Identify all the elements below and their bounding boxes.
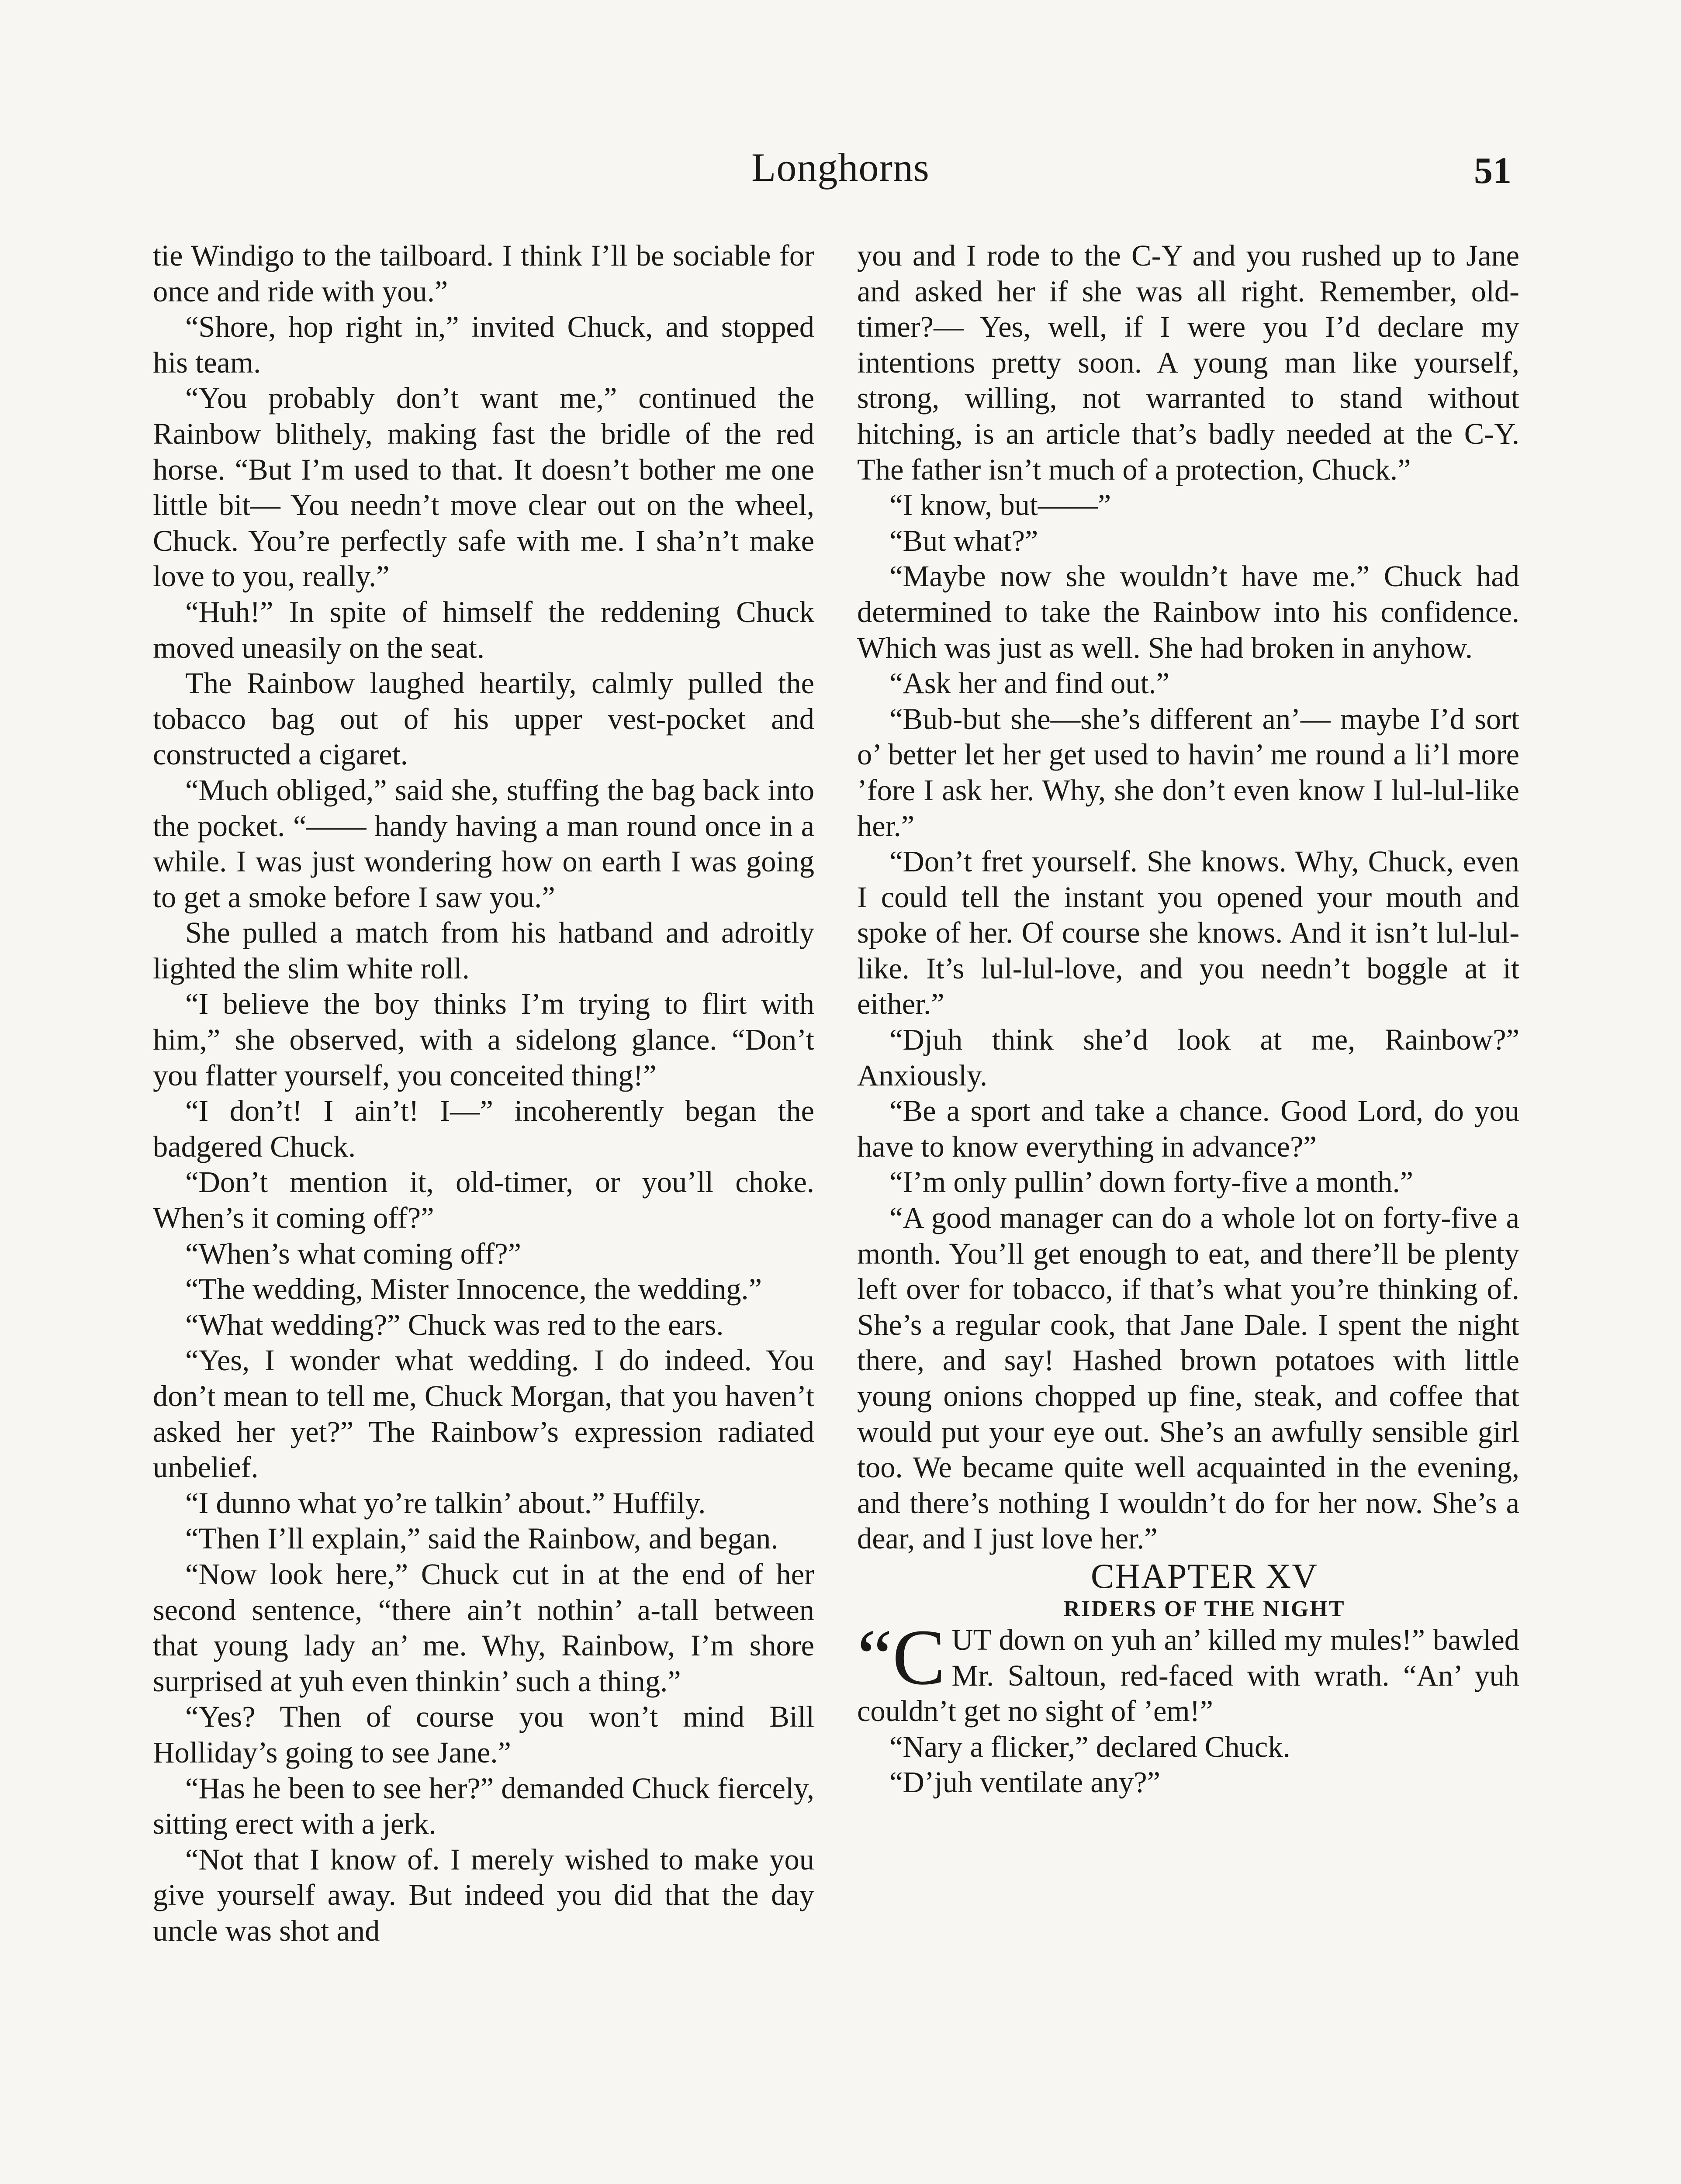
page-header bbox=[0, 144, 1681, 201]
paragraph: “A good manager can do a whole lot on forty-five a month. You’ll get enough to eat, and there’ll be plenty left over for tobacco, if that’s what you’re thinking of. She’s a regular cook, that Jane Dale. I spent the night there, and say! Hashed brown potatoes with little young onions chopped up fine, steak, and coffee that would put your eye out. She’s an awfully sensible girl too. We became quite well acquainted in the evening, and there’s nothing I wouldn’t do for her now. She’s a dear, and I just love her.” bbox=[857, 1201, 1519, 1555]
paragraph: “Yes? Then of course you won’t mind Bill Holliday’s going to see Jane.” bbox=[153, 1700, 814, 1769]
paragraph: “What wedding?” Chuck was red to the ears. bbox=[185, 1308, 724, 1341]
paragraph: “I dunno what yo’re talkin’ about.” Huffily. bbox=[185, 1486, 706, 1520]
paragraph: “Be a sport and take a chance. Good Lord, do you have to know everything in advance?” bbox=[857, 1094, 1519, 1163]
paragraph: “Djuh think she’d look at me, Rainbow?” Anxiously. bbox=[857, 1023, 1519, 1092]
paragraph: you and I rode to the C-Y and you rushed up to Jane and asked her if she was all right. Remember, old-timer?— Yes, well, if I were you I’d declare my intentions pretty soon. A young man like yourself, strong, willing, not warranted to stand without hitching, is an article that’s badly needed at the C-Y. The father isn’t much of a protection, Chuck.” bbox=[857, 239, 1519, 486]
paragraph: “Ask her and find out.” bbox=[889, 667, 1170, 700]
paragraph: “Then I’ll explain,” said the Rainbow, and began. bbox=[185, 1522, 778, 1555]
paragraph: “Has he been to see her?” demanded Chuck fiercely, sitting erect with a jerk. bbox=[153, 1771, 814, 1841]
paragraph: “I don’t! I ain’t! I—” incoherently began the badgered Chuck. bbox=[153, 1094, 814, 1163]
paragraph: “I believe the boy thinks I’m trying to flirt with him,” she observed, with a sidelong glance. “Don’t you flatter yourself, you conceited thing!” bbox=[153, 987, 814, 1092]
drop-cap bbox=[857, 1613, 946, 1701]
paragraph: “When’s what coming off?” bbox=[185, 1237, 522, 1270]
paragraph: “Bub-but she—she’s different an’— maybe I’d sort o’ better let her get used to havin’ me round a li’l more ’fore I ask her. Why, she don’t even know I lul-lul-like her.” bbox=[857, 702, 1519, 843]
paragraph: The Rainbow laughed heartily, calmly pulled the tobacco bag out of his upper vest-pocket and constructed a cigaret. bbox=[153, 667, 814, 771]
left-column bbox=[153, 238, 814, 1949]
paragraph: “The wedding, Mister Innocence, the wedding.” bbox=[185, 1272, 762, 1306]
running-title: Longhorns bbox=[751, 145, 930, 190]
chapter-opening-text: UT down on yuh an’ killed my mules!” bawled Mr. Saltoun, red-faced with wrath. “An’ yuh couldn’t get no sight of ’em!” bbox=[857, 1623, 1519, 1728]
paragraph: “Yes, I wonder what wedding. I do indeed. You don’t mean to tell me, Chuck Morgan, that you haven’t asked her yet?” The Rainbow’s expression radiated unbelief. bbox=[153, 1344, 814, 1484]
paragraph: “Shore, hop right in,” invited Chuck, and stopped his team. bbox=[153, 310, 814, 379]
paragraph: tie Windigo to the tailboard. I think I’ll be sociable for once and ride with you.” bbox=[153, 239, 814, 308]
chapter-body bbox=[857, 1729, 1519, 1800]
paragraph: “Maybe now she wouldn’t have me.” Chuck had determined to take the Rainbow into his confidence. Which was just as well. She had broken in anyhow. bbox=[857, 560, 1519, 664]
opening-quote-mark: “ bbox=[857, 1613, 892, 1701]
paragraph: “Huh!” In spite of himself the reddening Chuck moved uneasily on the seat. bbox=[153, 595, 814, 664]
paragraph: “Not that I know of. I merely wished to make you give yourself away. But indeed you did that the day uncle was shot and bbox=[153, 1842, 814, 1947]
page-number: 51 bbox=[1474, 149, 1512, 191]
drop-cap-letter: C bbox=[892, 1613, 946, 1701]
paragraph: “Don’t mention it, old-timer, or you’ll choke. When’s it coming off?” bbox=[153, 1165, 814, 1235]
paragraph: “D’juh ventilate any?” bbox=[889, 1766, 1161, 1799]
chapter-heading: CHAPTER XV bbox=[1090, 1557, 1318, 1596]
paragraph: “Now look here,” Chuck cut in at the end of her second sentence, “there ain’t nothin’ a-tall between that young lady an’ me. Why, Rainbow, I’m shore surprised at yuh even thinkin’ such a thing.” bbox=[153, 1557, 814, 1698]
paragraph: “Don’t fret yourself. She knows. Why, Chuck, even I could tell the instant you opened your mouth and spoke of her. Of course she knows. And it isn’t lul-lul-like. It’s lul-lul-love, and you needn’t boggle at it either.” bbox=[857, 845, 1519, 1021]
paragraph: She pulled a match from his hatband and adroitly lighted the slim white roll. bbox=[153, 916, 814, 985]
paragraph: “Nary a flicker,” declared Chuck. bbox=[889, 1730, 1290, 1763]
right-column bbox=[857, 238, 1519, 1800]
right-column-paragraphs bbox=[857, 238, 1519, 1557]
paragraph: “I know, but——” bbox=[889, 488, 1111, 522]
paragraph: “But what?” bbox=[889, 524, 1038, 557]
chapter-opening-paragraph bbox=[857, 1613, 1519, 1729]
chapter-subtitle: RIDERS OF THE NIGHT bbox=[1063, 1596, 1345, 1621]
paragraph: “I’m only pullin’ down forty-five a month.” bbox=[889, 1165, 1414, 1199]
paragraph: “You probably don’t want me,” continued the Rainbow blithely, making fast the bridle of the red horse. “But I’m used to that. It doesn’t bother me one little bit— You needn’t move clear out on the wheel, Chuck. You’re perfectly safe with me. I sha’n’t make love to you, really.” bbox=[153, 381, 814, 593]
paragraph: “Much obliged,” said she, stuffing the bag back into the pocket. “—— handy having a man round once in a while. I was just wondering how on earth I was going to get a smoke before I saw you.” bbox=[153, 773, 814, 914]
